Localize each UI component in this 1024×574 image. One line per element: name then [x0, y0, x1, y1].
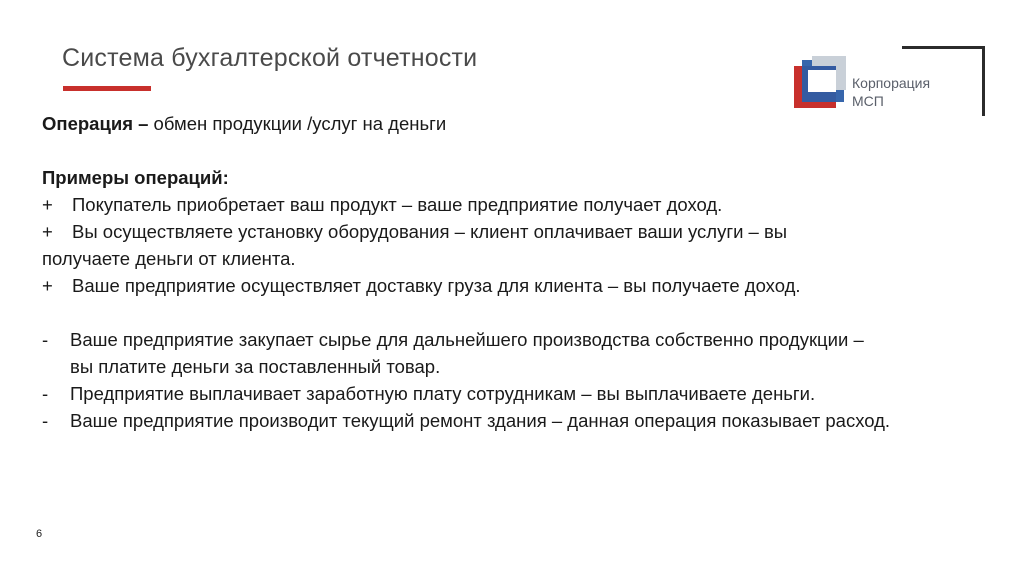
- examples-heading: Примеры операций:: [42, 167, 229, 188]
- logo-text: [852, 74, 930, 110]
- definition: [42, 110, 982, 137]
- list-item: [42, 380, 982, 407]
- logo-line-1: Корпорация: [852, 75, 931, 91]
- minus-marker: -: [42, 329, 49, 350]
- corner-frame-vertical: [982, 46, 985, 116]
- definition-term: Операция –: [42, 113, 149, 134]
- list-item: [42, 326, 982, 380]
- page-number: 6: [36, 528, 43, 540]
- slide-content: [42, 110, 982, 434]
- list-item: [42, 272, 982, 299]
- plus-item-3: Ваше предприятие осуществляет доставку груза для клиента – вы получаете доход.: [72, 275, 801, 296]
- minus-marker: -: [42, 410, 49, 431]
- plus-item-1: Покупатель приобретает ваш продукт – ваше предприятие получает доход.: [72, 194, 723, 215]
- plus-marker: +: [42, 221, 53, 242]
- logo-line-2: МСП: [852, 93, 884, 109]
- minus-item-2: Предприятие выплачивает заработную плату сотрудникам – вы выплачиваете деньги.: [70, 383, 816, 404]
- plus-marker: +: [42, 275, 53, 296]
- corner-frame-horizontal: [902, 46, 984, 49]
- plus-item-2-continuation: получаете деньги от клиента.: [42, 248, 296, 269]
- list-item: [42, 218, 982, 245]
- minus-item-3: Ваше предприятие производит текущий ремонт здания – данная операция показывает расход.: [70, 410, 891, 431]
- title-underline: [63, 86, 151, 91]
- definition-text: обмен продукции /услуг на деньги: [148, 113, 447, 134]
- list-item: [42, 191, 982, 218]
- minus-item-1: Ваше предприятие закупает сырье для дальнейшего производства собственно продукции – вы платите деньги за поставленный товар.: [70, 329, 864, 377]
- plus-marker: +: [42, 194, 53, 215]
- list-item: [42, 407, 982, 434]
- plus-item-2: Вы осуществляете установку оборудования – клиент оплачивает ваши услуги – вы: [72, 221, 788, 242]
- minus-marker: -: [42, 383, 49, 404]
- slide-title: Система бухгалтерской отчетности: [62, 44, 478, 72]
